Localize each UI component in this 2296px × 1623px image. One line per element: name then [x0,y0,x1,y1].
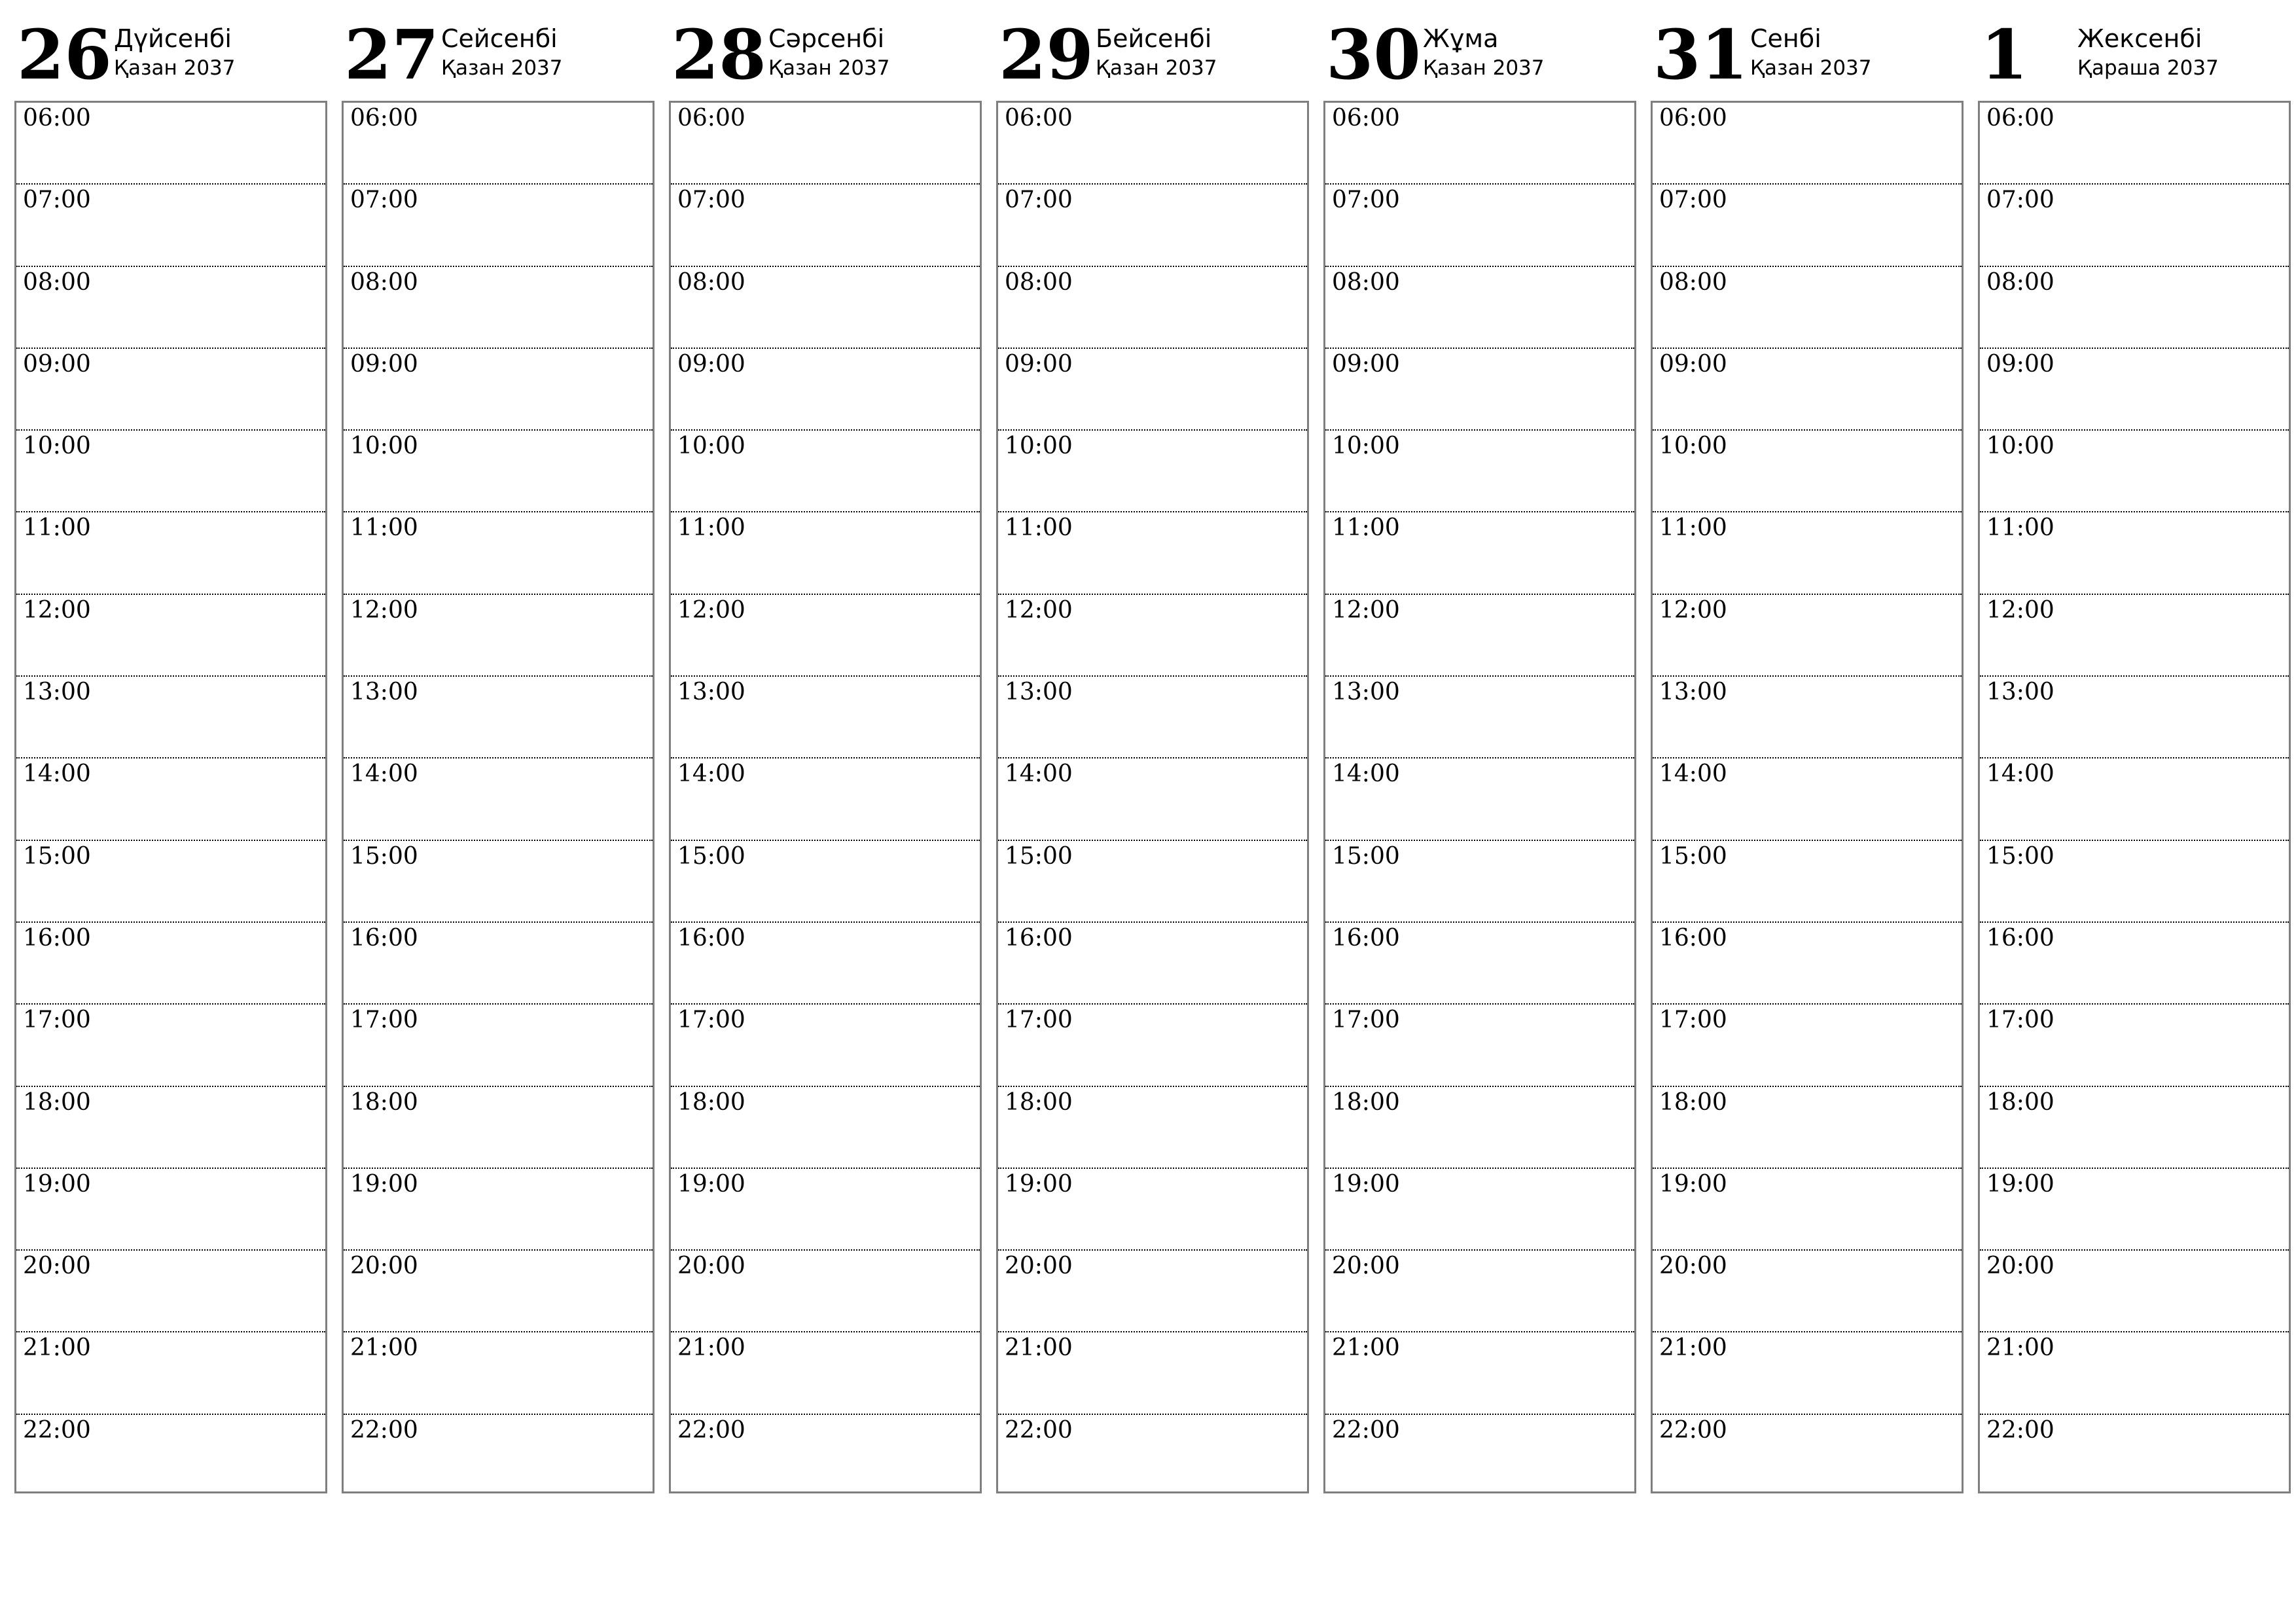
time-slot[interactable] [1325,512,1634,594]
time-slot[interactable] [1980,267,2289,349]
time-slot[interactable] [344,512,653,594]
time-label: 21:00 [677,1334,745,1362]
time-label: 07:00 [1332,187,1400,214]
time-label: 20:00 [23,1253,91,1280]
day-header [1651,14,1964,101]
time-slot[interactable] [1980,758,2289,840]
day-column [1323,14,1636,1493]
time-slot[interactable] [16,1005,325,1086]
time-slot[interactable] [344,923,653,1005]
time-grid [1651,101,1964,1493]
time-label: 18:00 [23,1088,91,1116]
time-slot[interactable] [1325,841,1634,923]
time-slot[interactable] [1980,1087,2289,1169]
time-slot[interactable] [998,677,1307,758]
time-label: 15:00 [23,842,91,870]
time-slot[interactable] [1980,185,2289,266]
time-label: 13:00 [350,679,418,706]
time-label: 09:00 [1332,350,1400,378]
time-slot[interactable] [1653,595,1962,677]
time-label: 12:00 [1332,596,1400,624]
time-slot[interactable] [671,103,980,185]
time-label: 06:00 [1332,105,1400,132]
time-label: 21:00 [1005,1334,1073,1362]
time-slot[interactable] [998,1087,1307,1169]
time-label: 16:00 [350,924,418,952]
time-slot[interactable] [671,923,980,1005]
time-slot[interactable] [998,267,1307,349]
time-label: 17:00 [677,1007,745,1034]
time-slot[interactable] [1653,103,1962,185]
time-slot[interactable] [1980,677,2289,758]
time-label: 06:00 [23,105,91,132]
time-label: 10:00 [350,433,418,460]
time-label: 22:00 [1986,1416,2054,1444]
weekday-label: Дүйсенбі [114,24,232,53]
time-label: 10:00 [1986,433,2054,460]
month-year-label: Қазан 2037 [441,56,563,80]
time-label: 21:00 [1986,1334,2054,1362]
time-label: 06:00 [1986,105,2054,132]
time-label: 19:00 [1332,1170,1400,1198]
time-slot[interactable] [998,923,1307,1005]
time-slot[interactable] [16,595,325,677]
time-label: 07:00 [350,187,418,214]
time-label: 10:00 [23,433,91,460]
time-label: 09:00 [1986,350,2054,378]
time-label: 09:00 [1659,350,1727,378]
time-grid [1978,101,2291,1493]
time-slot[interactable] [16,1251,325,1332]
time-label: 07:00 [677,187,745,214]
time-slot[interactable] [16,1332,325,1414]
time-label: 22:00 [23,1416,91,1444]
day-number: 28 [672,14,766,95]
time-label: 13:00 [1986,679,2054,706]
day-number: 27 [344,14,439,95]
time-slot[interactable] [1653,512,1962,594]
time-label: 10:00 [1332,433,1400,460]
time-slot[interactable] [344,267,653,349]
time-slot[interactable] [1325,349,1634,431]
time-label: 18:00 [677,1088,745,1116]
time-slot[interactable] [344,185,653,266]
time-slot[interactable] [1325,923,1634,1005]
time-label: 15:00 [1659,842,1727,870]
time-slot[interactable] [1325,103,1634,185]
time-label: 16:00 [1659,924,1727,952]
weekly-planner [14,14,2291,1493]
time-label: 13:00 [677,679,745,706]
time-grid [342,101,655,1493]
time-slot[interactable] [1325,758,1634,840]
time-slot[interactable] [671,758,980,840]
time-slot[interactable] [1653,1087,1962,1169]
time-slot[interactable] [1980,512,2289,594]
day-column [14,14,327,1493]
time-slot[interactable] [1980,923,2289,1005]
time-slot[interactable] [16,185,325,266]
time-label: 12:00 [1986,596,2054,624]
time-label: 14:00 [1332,760,1400,788]
time-label: 19:00 [23,1170,91,1198]
day-column [342,14,655,1493]
weekday-label: Жексенбі [2077,24,2202,53]
time-slot[interactable] [671,349,980,431]
time-slot[interactable] [344,595,653,677]
time-slot[interactable] [1325,1332,1634,1414]
time-slot[interactable] [344,1169,653,1251]
time-slot[interactable] [1653,431,1962,512]
time-slot[interactable] [671,185,980,266]
time-label: 13:00 [23,679,91,706]
time-label: 20:00 [1332,1253,1400,1280]
time-label: 22:00 [350,1416,418,1444]
time-label: 14:00 [1659,760,1727,788]
month-year-label: Қазан 2037 [1423,56,1545,80]
time-label: 08:00 [1005,268,1073,296]
time-label: 06:00 [677,105,745,132]
time-slot[interactable] [998,841,1307,923]
time-label: 13:00 [1659,679,1727,706]
time-slot[interactable] [671,841,980,923]
time-label: 14:00 [350,760,418,788]
time-slot[interactable] [1653,1005,1962,1086]
time-slot[interactable] [998,512,1307,594]
time-label: 14:00 [1986,760,2054,788]
time-label: 11:00 [1332,514,1400,542]
time-label: 20:00 [1659,1253,1727,1280]
time-slot[interactable] [1325,1087,1634,1169]
time-label: 17:00 [1005,1007,1073,1034]
time-label: 16:00 [23,924,91,952]
time-label: 09:00 [1005,350,1073,378]
time-slot[interactable] [16,267,325,349]
day-meta [441,25,563,81]
time-slot[interactable] [16,841,325,923]
time-label: 11:00 [677,514,745,542]
time-slot[interactable] [344,431,653,512]
time-grid [1323,101,1636,1493]
time-label: 07:00 [1659,187,1727,214]
time-slot[interactable] [344,1332,653,1414]
time-slot[interactable] [344,841,653,923]
time-label: 17:00 [1659,1007,1727,1034]
month-year-label: Қазан 2037 [1096,56,1217,80]
time-label: 20:00 [1005,1253,1073,1280]
time-slot[interactable] [1325,595,1634,677]
time-slot[interactable] [1653,185,1962,266]
time-slot[interactable] [1325,267,1634,349]
time-slot[interactable] [998,1251,1307,1332]
day-meta [1096,25,1217,81]
time-label: 17:00 [1986,1007,2054,1034]
time-label: 08:00 [1986,268,2054,296]
time-grid [14,101,327,1493]
time-label: 11:00 [350,514,418,542]
time-label: 08:00 [23,268,91,296]
time-label: 21:00 [1332,1334,1400,1362]
time-label: 08:00 [350,268,418,296]
time-label: 12:00 [23,596,91,624]
time-slot[interactable] [998,349,1307,431]
time-slot[interactable] [998,1415,1307,1497]
time-label: 06:00 [1005,105,1073,132]
time-slot[interactable] [1653,677,1962,758]
time-slot[interactable] [1653,349,1962,431]
weekday-label: Сәрсенбі [768,24,885,53]
time-slot[interactable] [1980,595,2289,677]
time-slot[interactable] [344,1005,653,1086]
time-label: 18:00 [1332,1088,1400,1116]
time-slot[interactable] [1653,267,1962,349]
time-slot[interactable] [998,1169,1307,1251]
day-header [1323,14,1636,101]
day-header [996,14,1309,101]
time-label: 10:00 [1005,433,1073,460]
time-slot[interactable] [16,1087,325,1169]
day-meta [114,25,236,81]
time-label: 06:00 [350,105,418,132]
time-label: 22:00 [1659,1416,1727,1444]
time-label: 14:00 [1005,760,1073,788]
time-label: 19:00 [677,1170,745,1198]
time-slot[interactable] [998,595,1307,677]
month-year-label: Қазан 2037 [114,56,236,80]
time-slot[interactable] [1980,1005,2289,1086]
time-label: 17:00 [23,1007,91,1034]
time-label: 16:00 [1986,924,2054,952]
time-label: 07:00 [1986,187,2054,214]
time-slot[interactable] [16,431,325,512]
time-slot[interactable] [998,103,1307,185]
time-label: 10:00 [677,433,745,460]
time-slot[interactable] [1653,758,1962,840]
time-slot[interactable] [1980,1169,2289,1251]
month-year-label: Қазан 2037 [1750,56,1872,80]
time-label: 08:00 [1659,268,1727,296]
day-meta [768,25,890,81]
day-column [669,14,982,1493]
time-label: 14:00 [23,760,91,788]
day-column [1651,14,1964,1493]
time-slot[interactable] [16,103,325,185]
weekday-label: Сенбі [1750,24,1821,53]
time-label: 20:00 [1986,1253,2054,1280]
day-column [996,14,1309,1493]
day-header [669,14,982,101]
time-label: 13:00 [1005,679,1073,706]
time-label: 19:00 [1659,1170,1727,1198]
month-year-label: Қазан 2037 [768,56,890,80]
time-slot[interactable] [16,349,325,431]
time-slot[interactable] [1325,1251,1634,1332]
time-slot[interactable] [344,1087,653,1169]
time-slot[interactable] [16,1415,325,1497]
time-grid [996,101,1309,1493]
month-year-label: Қараша 2037 [2077,56,2219,80]
time-slot[interactable] [344,758,653,840]
time-label: 15:00 [1332,842,1400,870]
time-label: 09:00 [677,350,745,378]
time-slot[interactable] [671,677,980,758]
time-label: 15:00 [677,842,745,870]
time-slot[interactable] [344,103,653,185]
time-slot[interactable] [671,1332,980,1414]
time-label: 11:00 [1659,514,1727,542]
time-label: 15:00 [1005,842,1073,870]
time-label: 11:00 [1005,514,1073,542]
time-label: 09:00 [350,350,418,378]
time-label: 12:00 [1659,596,1727,624]
time-slot[interactable] [1980,1415,2289,1497]
time-slot[interactable] [1325,1169,1634,1251]
time-label: 12:00 [350,596,418,624]
time-slot[interactable] [1980,1251,2289,1332]
time-slot[interactable] [1653,923,1962,1005]
time-slot[interactable] [998,1332,1307,1414]
time-slot[interactable] [16,677,325,758]
time-label: 12:00 [677,596,745,624]
time-slot[interactable] [671,1415,980,1497]
day-meta [1423,25,1545,81]
time-slot[interactable] [1325,185,1634,266]
time-slot[interactable] [16,758,325,840]
time-label: 15:00 [350,842,418,870]
time-label: 17:00 [350,1007,418,1034]
time-slot[interactable] [16,923,325,1005]
time-label: 22:00 [1005,1416,1073,1444]
time-slot[interactable] [344,677,653,758]
time-label: 16:00 [677,924,745,952]
time-slot[interactable] [671,512,980,594]
time-slot[interactable] [344,1251,653,1332]
day-header [1978,14,2291,101]
time-label: 22:00 [677,1416,745,1444]
time-slot[interactable] [1653,841,1962,923]
time-slot[interactable] [671,1251,980,1332]
day-column [1978,14,2291,1493]
time-label: 18:00 [1986,1088,2054,1116]
time-label: 19:00 [1005,1170,1073,1198]
time-slot[interactable] [344,1415,653,1497]
time-label: 11:00 [1986,514,2054,542]
time-slot[interactable] [671,1087,980,1169]
time-label: 08:00 [677,268,745,296]
time-label: 11:00 [23,514,91,542]
time-label: 08:00 [1332,268,1400,296]
time-label: 14:00 [677,760,745,788]
time-label: 21:00 [1659,1334,1727,1362]
time-label: 06:00 [1659,105,1727,132]
time-label: 18:00 [350,1088,418,1116]
weekday-label: Бейсенбі [1096,24,1212,53]
time-label: 12:00 [1005,596,1073,624]
time-slot[interactable] [1653,1169,1962,1251]
time-label: 18:00 [1005,1088,1073,1116]
day-number: 26 [17,14,112,95]
day-header [342,14,655,101]
day-number: 1 [1981,14,2028,95]
time-label: 13:00 [1332,679,1400,706]
time-slot[interactable] [1980,431,2289,512]
time-slot[interactable] [16,512,325,594]
time-slot[interactable] [1325,1415,1634,1497]
time-grid [669,101,982,1493]
time-label: 22:00 [1332,1416,1400,1444]
time-label: 09:00 [23,350,91,378]
day-meta [1750,25,1872,81]
time-slot[interactable] [671,1169,980,1251]
day-number: 31 [1653,14,1748,95]
time-slot[interactable] [1980,349,2289,431]
time-slot[interactable] [1980,1332,2289,1414]
time-label: 20:00 [350,1253,418,1280]
time-label: 07:00 [23,187,91,214]
time-label: 15:00 [1986,842,2054,870]
time-slot[interactable] [1653,1251,1962,1332]
time-slot[interactable] [16,1169,325,1251]
time-label: 16:00 [1005,924,1073,952]
weekday-label: Жұма [1423,24,1499,53]
day-header [14,14,327,101]
time-label: 21:00 [350,1334,418,1362]
time-label: 16:00 [1332,924,1400,952]
time-slot[interactable] [671,267,980,349]
time-slot[interactable] [671,595,980,677]
time-slot[interactable] [1325,431,1634,512]
time-label: 17:00 [1332,1007,1400,1034]
time-slot[interactable] [998,1005,1307,1086]
time-label: 07:00 [1005,187,1073,214]
day-number: 30 [1326,14,1421,95]
time-slot[interactable] [1980,841,2289,923]
weekday-label: Сейсенбі [441,24,558,53]
time-slot[interactable] [998,185,1307,266]
day-number: 29 [999,14,1094,95]
time-slot[interactable] [671,431,980,512]
time-slot[interactable] [1325,1005,1634,1086]
time-slot[interactable] [998,758,1307,840]
time-slot[interactable] [998,431,1307,512]
time-slot[interactable] [344,349,653,431]
time-slot[interactable] [1980,103,2289,185]
time-label: 19:00 [1986,1170,2054,1198]
time-label: 20:00 [677,1253,745,1280]
time-label: 18:00 [1659,1088,1727,1116]
time-label: 10:00 [1659,433,1727,460]
time-slot[interactable] [1653,1332,1962,1414]
day-meta [2077,25,2219,81]
time-slot[interactable] [1653,1415,1962,1497]
time-label: 19:00 [350,1170,418,1198]
time-slot[interactable] [671,1005,980,1086]
time-slot[interactable] [1325,677,1634,758]
time-label: 21:00 [23,1334,91,1362]
